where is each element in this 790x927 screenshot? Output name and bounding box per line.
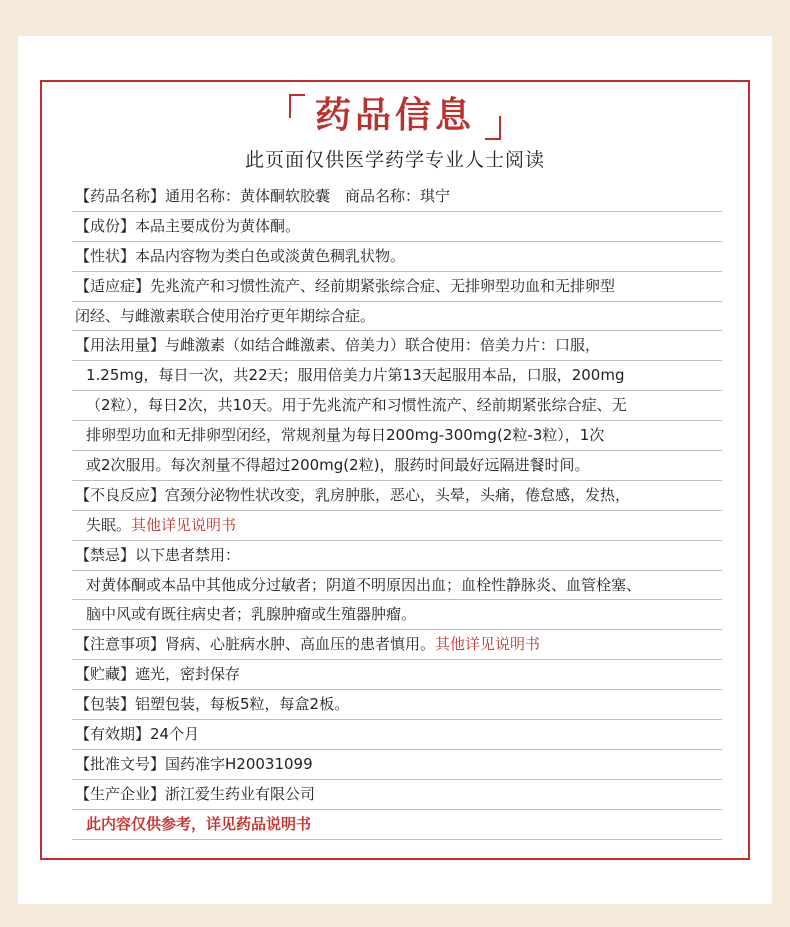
row-dosage-cont: 排卵型功血和无排卵型闭经，常规剂量为每日200mg-300mg(2粒-3粒），1次 [72,421,722,451]
footnote: 此内容仅供参考，详见药品说明书 [72,810,722,840]
row-dosage-cont: 或2次服用。每次剂量不得超过200mg(2粒)，服药时间最好远隔进餐时间。 [72,451,722,481]
row-appearance: 【性状】本品内容物为类白色或淡黄色稠乳状物。 [72,242,722,272]
row-dosage-cont: 1.25mg，每日一次，共22天；服用倍美力片第13天起服用本品，口服，200mg [72,361,722,391]
page-subtitle: 此页面仅供医学药学专业人士阅读 [244,149,545,171]
row-dosage-cont: （2粒），每日2次，共10天。用于先兆流产和习惯性流产、经前期紧张综合症、无 [72,391,722,421]
row-precautions [72,630,722,660]
left-bracket-decoration [289,94,305,118]
row-adverse-reactions-cont [72,511,722,541]
row-contraindications: 【禁忌】以下患者禁用： [72,541,722,571]
row-indications: 【适应症】先兆流产和习惯性流产、经前期紧张综合症、无排卵型功血和无排卵型 [72,272,722,302]
info-table [72,182,722,840]
row-manufacturer: 【生产企业】浙江爱生药业有限公司 [72,780,722,810]
title-area [18,92,772,140]
row-contraindications-cont: 对黄体酮或本品中其他成分过敏者；阴道不明原因出血；血栓性静脉炎、血管栓塞、 [72,571,722,601]
row-adverse-reactions: 【不良反应】宫颈分泌物性状改变，乳房肿胀，恶心，头晕，头痛，倦怠感，发热， [72,481,722,511]
row-package: 【包装】铝塑包装，每板5粒，每盒2板。 [72,690,722,720]
page-title [289,92,501,140]
precautions-text: 【注意事项】肾病、心脏病水肿、高血压的患者慎用。 [75,635,436,654]
row-approval-number: 【批准文号】国药准字H20031099 [72,750,722,780]
precautions-see-leaflet: 其他详见说明书 [435,635,541,654]
page-title-text: 药品信息 [314,95,475,136]
row-drug-name: 【药品名称】通用名称：黄体酮软胶囊 商品名称：琪宁 [72,182,722,212]
adverse-see-leaflet: 其他详见说明书 [131,515,237,534]
row-contraindications-cont: 脑中风或有既往病史者；乳腺肿瘤或生殖器肿瘤。 [72,600,722,630]
row-validity: 【有效期】24个月 [72,720,722,750]
row-indications-cont: 闭经、与雌激素联合使用治疗更年期综合症。 [72,302,722,332]
row-ingredients: 【成份】本品主要成份为黄体酮。 [72,212,722,242]
adverse-text: 失眠。 [86,515,132,534]
right-bracket-decoration [485,116,501,140]
row-dosage: 【用法用量】与雌激素（如结合雌激素、倍美力）联合使用：倍美力片：口服， [72,331,722,361]
page-card [18,36,772,904]
row-storage: 【贮藏】遮光，密封保存 [72,660,722,690]
